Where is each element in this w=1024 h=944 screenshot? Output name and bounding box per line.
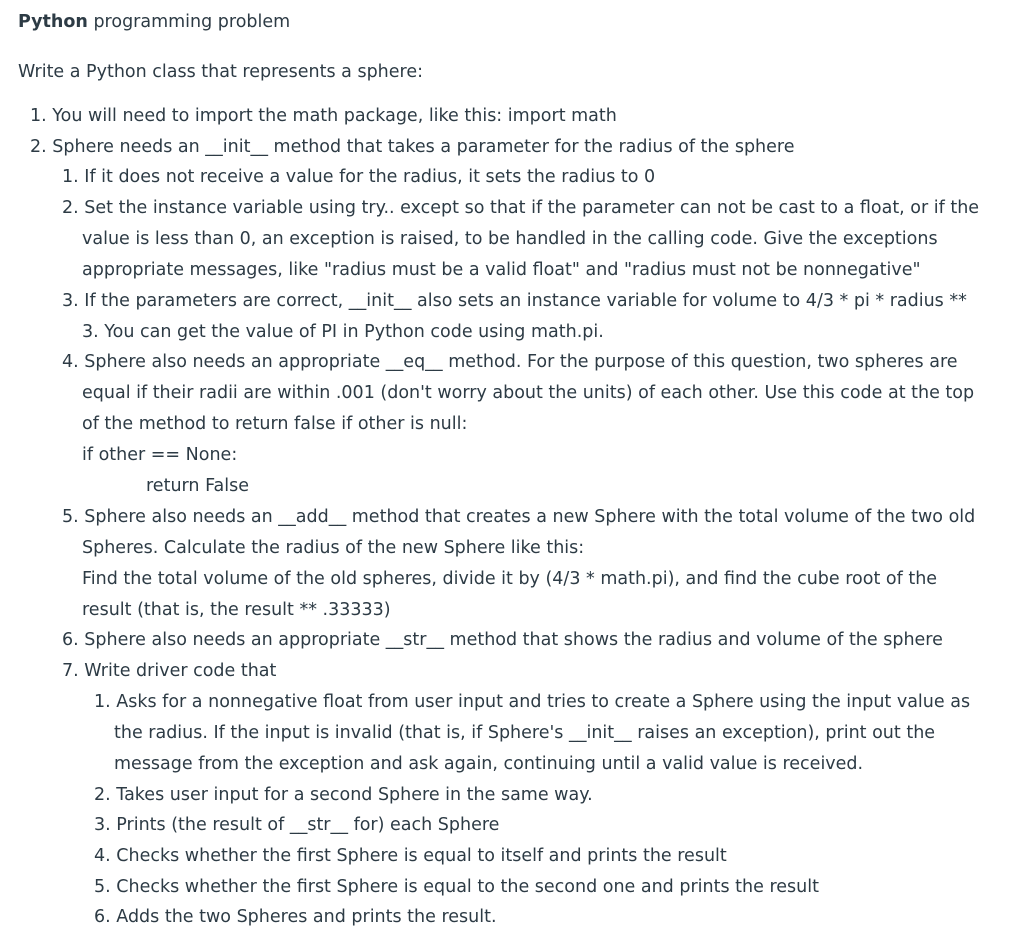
list-item-text: if other == None:: [82, 445, 238, 465]
page-title: [18, 10, 290, 34]
list-item-text: message from the exception and ask again, continuing until a valid value is received.: [114, 754, 864, 774]
list-item-number: 2.: [94, 785, 111, 805]
list-item-continuation: [82, 258, 921, 282]
list-item-text: appropriate messages, like "radius must be a valid float" and "radius must not be nonnegative": [82, 260, 921, 280]
list-item-text: Checks whether the first Sphere is equal to itself and prints the result: [116, 846, 727, 866]
list-item-number: 5.: [62, 507, 79, 527]
list-item: [94, 905, 497, 929]
list-item: [62, 505, 975, 529]
list-item: [94, 813, 499, 837]
list-item-number: 3.: [62, 291, 79, 311]
list-item-text: Spheres. Calculate the radius of the new Sphere like this:: [82, 538, 585, 558]
list-item-text: result (that is, the result ** .33333): [82, 600, 391, 620]
list-item: [94, 844, 727, 868]
list-item: [62, 196, 979, 220]
list-item-text: Asks for a nonnegative float from user input and tries to create a Sphere using the input value as: [116, 692, 971, 712]
list-item-text: Sphere also needs an appropriate __str__ method that shows the radius and volume of the sphere: [84, 630, 943, 650]
list-item-number: 6.: [94, 907, 111, 927]
list-item: [94, 875, 819, 899]
intro-text: Write a Python class that represents a sphere:: [18, 62, 424, 82]
list-item-text: If the parameters are correct, __init__ also sets an instance variable for volume to 4/3 * pi * radius **: [84, 291, 967, 311]
list-item: [30, 135, 795, 159]
list-item-continuation: [114, 721, 935, 745]
list-item: [94, 690, 970, 714]
list-item-continuation: [82, 320, 604, 344]
list-item: [62, 289, 967, 313]
list-item-number: 1.: [62, 167, 79, 187]
list-item-text: return False: [146, 476, 250, 496]
list-item: [94, 783, 593, 807]
list-item-continuation: [82, 412, 467, 436]
list-item-continuation: [82, 443, 237, 467]
list-item-continuation: [82, 381, 974, 405]
list-item-text: Takes user input for a second Sphere in the same way.: [116, 785, 593, 805]
list-item-number: 4.: [94, 846, 111, 866]
list-item-text: Sphere also needs an __add__ method that creates a new Sphere with the total volume of the two old: [84, 507, 976, 527]
list-item-number: 3.: [94, 815, 111, 835]
list-item-continuation: [82, 227, 938, 251]
list-item-text: 3. You can get the value of PI in Python code using math.pi.: [82, 322, 604, 342]
list-item: [62, 628, 943, 652]
list-item-text: Sphere needs an __init__ method that takes a parameter for the radius of the sphere: [52, 137, 795, 157]
list-item-continuation: [146, 474, 249, 498]
list-item-text: Find the total volume of the old spheres, divide it by (4/3 * math.pi), and find the cube root of the: [82, 569, 938, 589]
list-item-text: Set the instance variable using try.. except so that if the parameter can not be cast to a float, or if the: [84, 198, 980, 218]
title-rest: programming problem: [87, 12, 291, 32]
list-item-number: 4.: [62, 352, 79, 372]
list-item-number: 2.: [62, 198, 79, 218]
list-item-number: 7.: [62, 661, 79, 681]
list-item-text: Prints (the result of __str__ for) each Sphere: [116, 815, 500, 835]
list-item-text: value is less than 0, an exception is raised, to be handled in the calling code. Give the exceptions: [82, 229, 938, 249]
list-item-text: Sphere also needs an appropriate __eq__ method. For the purpose of this question, two spheres are: [84, 352, 958, 372]
list-item: [30, 104, 617, 128]
list-item-text: Checks whether the first Sphere is equal to the second one and prints the result: [116, 877, 819, 897]
list-item-number: 2.: [30, 137, 47, 157]
list-item: [62, 165, 655, 189]
list-item-continuation: [82, 567, 937, 591]
list-item: [62, 350, 958, 374]
list-item-continuation: [114, 752, 863, 776]
list-item-text: the radius. If the input is invalid (that is, if Sphere's __init__ raises an exception), print out the: [114, 723, 936, 743]
list-item-text: equal if their radii are within .001 (don't worry about the units) of each other. Use this code at the top: [82, 383, 975, 403]
list-item-continuation: [82, 598, 391, 622]
list-item-number: 5.: [94, 877, 111, 897]
list-item-text: of the method to return false if other is null:: [82, 414, 468, 434]
list-item-number: 1.: [94, 692, 111, 712]
list-item-continuation: [82, 536, 584, 560]
list-item: [62, 659, 276, 683]
list-item-text: You will need to import the math package, like this: import math: [52, 106, 617, 126]
title-bold: Python: [18, 12, 88, 32]
list-item-number: 6.: [62, 630, 79, 650]
list-item-number: 1.: [30, 106, 47, 126]
list-item-text: If it does not receive a value for the radius, it sets the radius to 0: [84, 167, 656, 187]
list-item-text: Adds the two Spheres and prints the result.: [116, 907, 497, 927]
list-item-text: Write driver code that: [84, 661, 277, 681]
